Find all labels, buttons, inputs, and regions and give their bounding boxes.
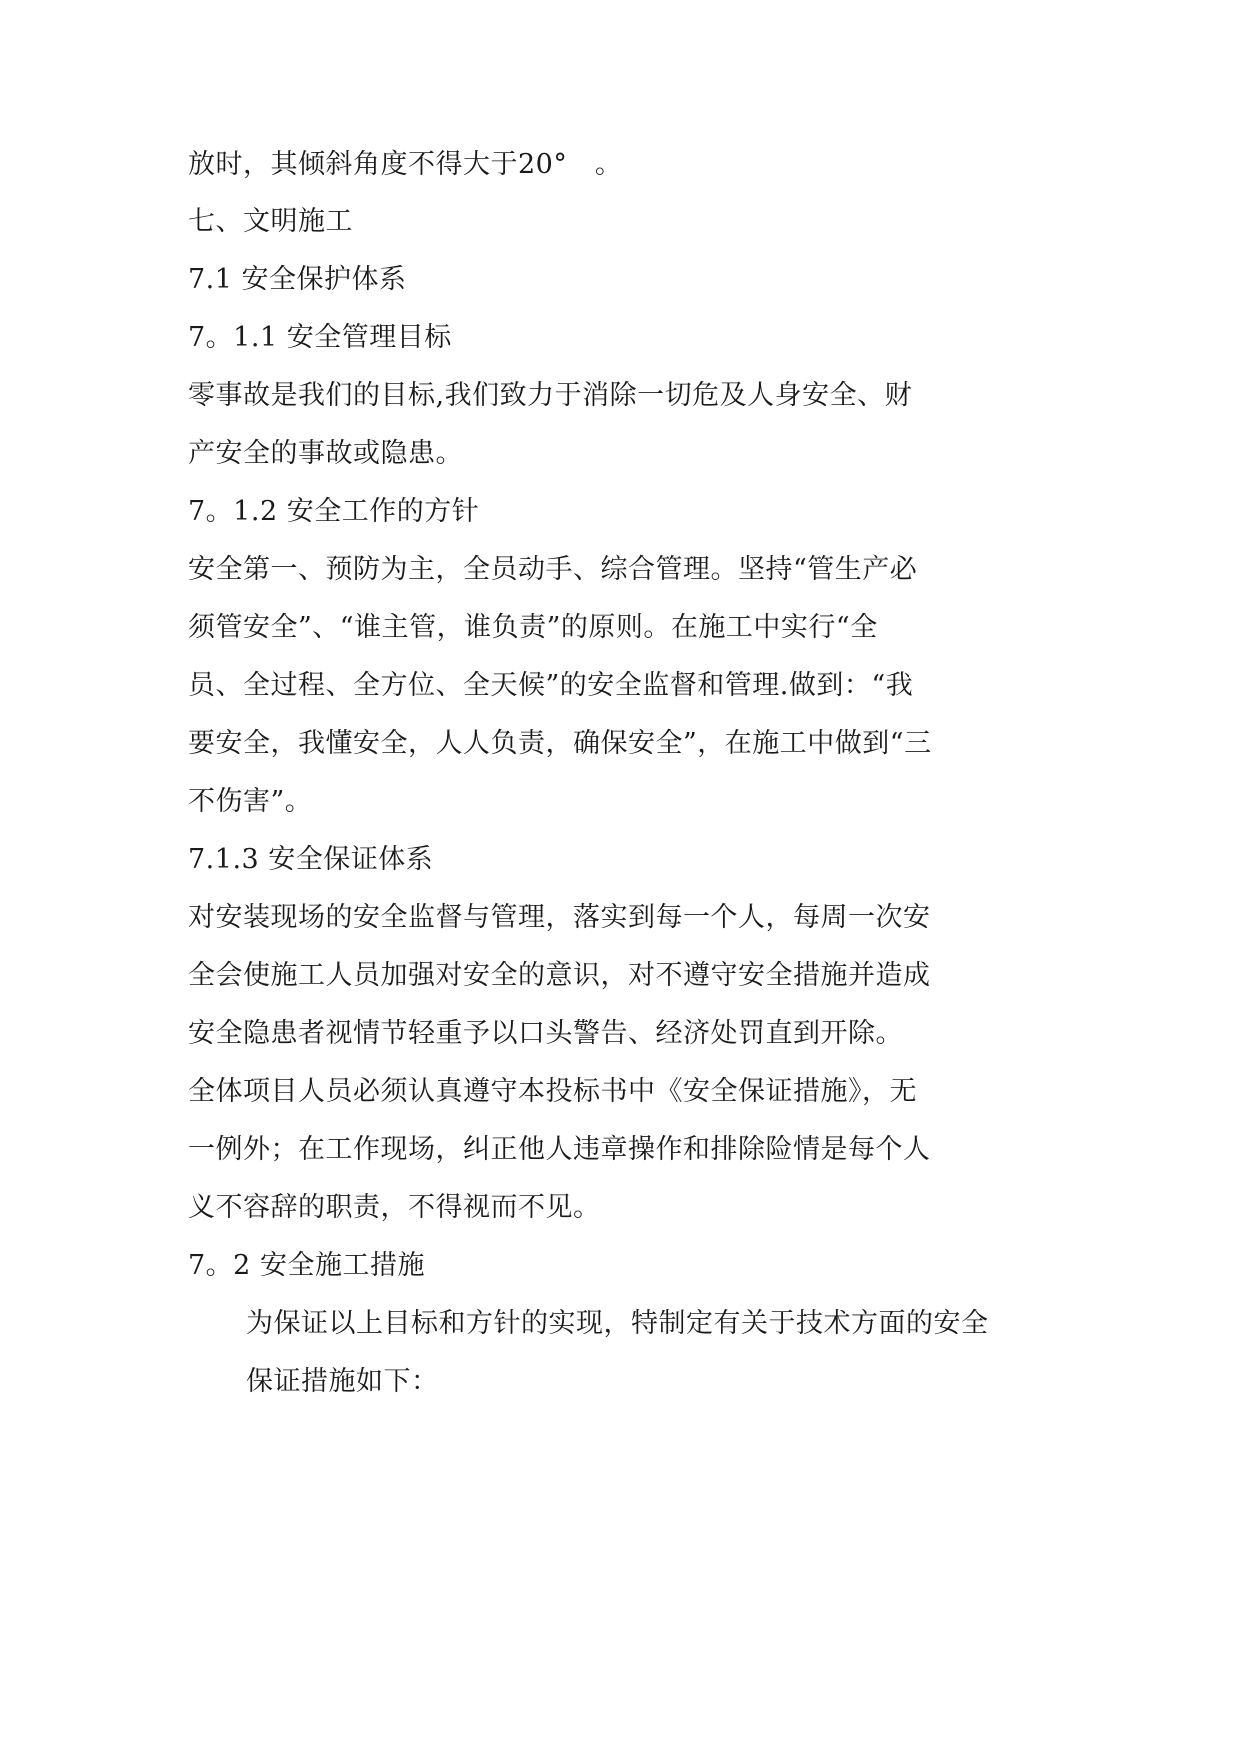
- text-line: 产安全的事故或隐患。: [188, 438, 463, 469]
- text-line: 义不容辞的职责，不得视而不见。: [188, 1192, 601, 1223]
- subsection-heading: 7。2 安全施工措施: [188, 1250, 425, 1281]
- text-line: 不伤害”。: [188, 786, 313, 817]
- section-heading: 七、文明施工: [188, 206, 353, 237]
- text-line: 须管安全”、“谁主管，谁负责”的原则。在施工中实行“全: [188, 612, 878, 643]
- subsection-heading: 7。1.2 安全工作的方针: [188, 496, 480, 527]
- subsection-heading: 7.1.3 安全保证体系: [188, 844, 434, 875]
- text-line: 安全第一、预防为主，全员动手、综合管理。坚持“管生产必: [188, 554, 918, 585]
- text-line: 全体项目人员必须认真遵守本投标书中《安全保证措施》，无: [188, 1076, 917, 1107]
- text-line: 保证措施如下：: [246, 1366, 439, 1397]
- subsection-heading: 7.1 安全保护体系: [188, 264, 407, 295]
- subsection-heading: 7。1.1 安全管理目标: [188, 322, 452, 353]
- text-line: 要安全，我懂安全，人人负责，确保安全”，在施工中做到“三: [188, 728, 932, 759]
- text-line: 对安装现场的安全监督与管理，落实到每一个人，每周一次安: [188, 902, 931, 933]
- text-line: 安全隐患者视情节轻重予以口头警告、经济处罚直到开除。: [188, 1018, 903, 1049]
- text-line: 为保证以上目标和方针的实现，特制定有关于技术方面的安全: [246, 1308, 989, 1339]
- text-line: 零事故是我们的目标,我们致力于消除一切危及人身安全、财: [188, 380, 913, 411]
- text-line: 全会使施工人员加强对安全的意识，对不遵守安全措施并造成: [188, 960, 931, 991]
- text-line: 一例外；在工作现场，纠正他人违章操作和排除险情是每个人: [188, 1134, 931, 1165]
- text-line: 员、全过程、全方位、全天候”的安全监督和管理.做到：“我: [188, 670, 914, 701]
- text-line: 放时，其倾斜角度不得大于20° 。: [188, 149, 623, 180]
